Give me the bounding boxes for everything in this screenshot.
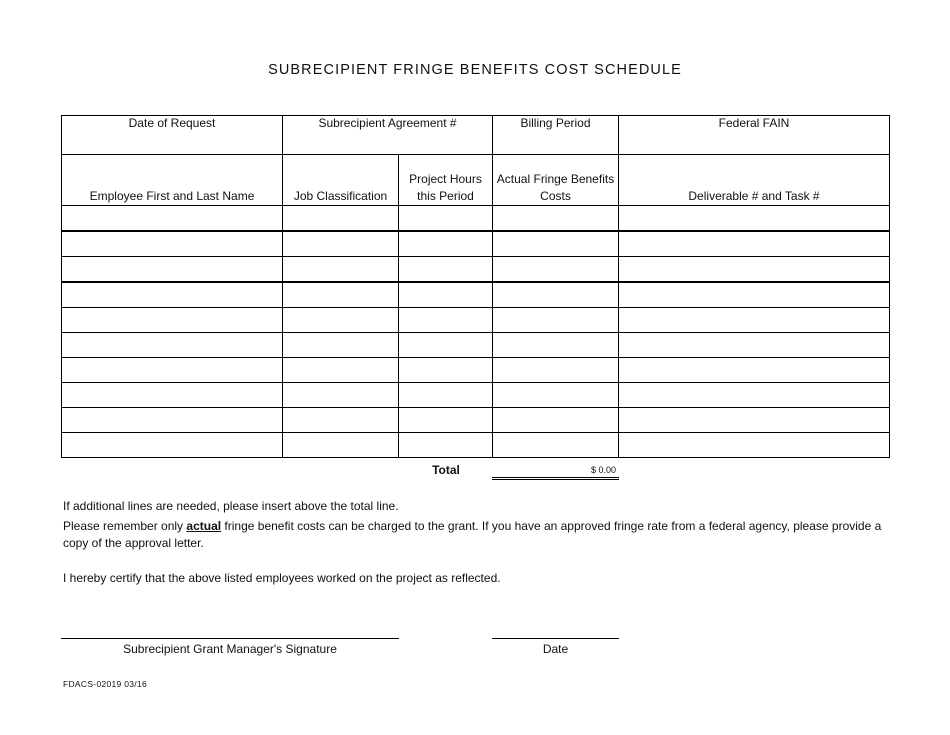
job-cell[interactable] [283,333,399,358]
fringe-costs-line2: Costs [540,189,571,203]
federal-fain-field[interactable] [619,116,890,155]
job-cell[interactable] [283,383,399,408]
employee-cell[interactable] [62,206,283,232]
table-row [62,231,890,257]
form-title: SUBRECIPIENT FRINGE BENEFITS COST SCHEDULE [268,62,682,78]
fringe-cost-cell[interactable] [493,383,619,408]
hours-cell[interactable] [399,383,493,408]
fringe-costs-line1: Actual Fringe Benefits [496,172,615,186]
actual-costs-note [63,518,891,552]
job-cell[interactable] [283,257,399,283]
job-classification-header: Job Classification [283,155,399,206]
federal-fain-label: Federal FAIN [718,116,790,130]
billing-period-label: Billing Period [520,116,591,130]
manager-signature-line[interactable] [61,638,399,639]
employee-cell[interactable] [62,433,283,458]
job-cell[interactable] [283,358,399,383]
actual-costs-note-end: fringe benefit costs can be charged to the grant. If you have an approved fringe rate from a federal agency, please provide a copy of the approval letter. [63,519,882,550]
date-label: Date [542,642,569,656]
deliverable-cell[interactable] [619,257,890,283]
deliverable-cell[interactable] [619,383,890,408]
manager-signature-label: Subrecipient Grant Manager's Signature [123,642,337,656]
table-row [62,358,890,383]
fringe-cost-cell[interactable] [493,206,619,232]
deliverable-cell[interactable] [619,206,890,232]
form-number: FDACS-02019 03/16 [63,679,148,689]
actual-costs-note-start: Please remember only [63,519,187,533]
fringe-cost-cell[interactable] [493,257,619,283]
fringe-cost-cell[interactable] [493,408,619,433]
total-value[interactable]: $ 0.00 [492,463,619,480]
table-row [62,408,890,433]
fringe-cost-cell[interactable] [493,231,619,257]
actual-emphasis: actual [186,519,222,533]
table-row [62,333,890,358]
project-hours-header [399,155,493,206]
fringe-cost-cell[interactable] [493,308,619,333]
hours-cell[interactable] [399,408,493,433]
employee-cell[interactable] [62,308,283,333]
agreement-number-label: Subrecipient Agreement # [318,116,457,130]
table-row [62,383,890,408]
employee-cell[interactable] [62,383,283,408]
table-row [62,257,890,283]
table-row [62,433,890,458]
date-signature-line[interactable] [492,638,619,639]
fringe-cost-cell[interactable] [493,433,619,458]
agreement-number-field[interactable] [283,116,493,155]
total-label: Total [432,463,460,477]
job-cell[interactable] [283,231,399,257]
certification-statement: I hereby certify that the above listed employees worked on the project as reflected. [63,571,501,585]
fringe-cost-cell[interactable] [493,358,619,383]
job-cell[interactable] [283,408,399,433]
deliverable-cell[interactable] [619,282,890,308]
deliverable-cell[interactable] [619,358,890,383]
deliverable-cell[interactable] [619,231,890,257]
employee-name-header: Employee First and Last Name [62,155,283,206]
hours-cell[interactable] [399,282,493,308]
fringe-benefits-table [61,115,890,458]
date-of-request-label: Date of Request [128,116,216,130]
job-cell[interactable] [283,433,399,458]
job-cell[interactable] [283,308,399,333]
deliverable-cell[interactable] [619,333,890,358]
additional-lines-note: If additional lines are needed, please insert above the total line. [63,499,399,513]
date-of-request-field[interactable] [62,116,283,155]
hours-cell[interactable] [399,257,493,283]
deliverable-task-header: Deliverable # and Task # [619,155,890,206]
project-hours-line2: this Period [417,189,474,203]
deliverable-cell[interactable] [619,433,890,458]
hours-cell[interactable] [399,206,493,232]
hours-cell[interactable] [399,433,493,458]
hours-cell[interactable] [399,308,493,333]
hours-cell[interactable] [399,333,493,358]
table-row [62,282,890,308]
table-row [62,308,890,333]
deliverable-cell[interactable] [619,408,890,433]
billing-period-field[interactable] [493,116,619,155]
employee-cell[interactable] [62,231,283,257]
project-hours-line1: Project Hours [409,172,482,186]
deliverable-cell[interactable] [619,308,890,333]
employee-cell[interactable] [62,282,283,308]
job-cell[interactable] [283,282,399,308]
hours-cell[interactable] [399,358,493,383]
employee-cell[interactable] [62,408,283,433]
job-cell[interactable] [283,206,399,232]
fringe-cost-cell[interactable] [493,282,619,308]
fringe-cost-cell[interactable] [493,333,619,358]
employee-cell[interactable] [62,358,283,383]
employee-cell[interactable] [62,257,283,283]
hours-cell[interactable] [399,231,493,257]
employee-cell[interactable] [62,333,283,358]
fringe-costs-header [493,155,619,206]
table-row [62,206,890,232]
